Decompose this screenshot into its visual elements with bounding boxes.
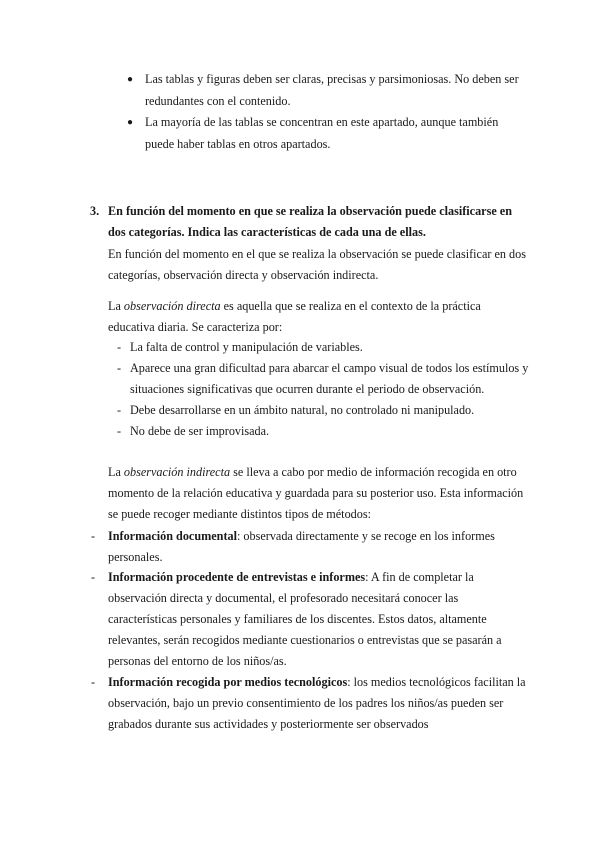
question-number: 3. (90, 204, 100, 218)
question-heading: En función del momento en que se realiza la observación puede clasificarse en (108, 204, 512, 218)
paragraph-line: momento de la relación educativa y guardada para su posterior uso. Esta información (108, 486, 524, 500)
paragraph-line: En función del momento en el que se realiza la observación se puede clasificar en dos (108, 247, 526, 261)
bullet-text: redundantes con el contenido. (145, 94, 291, 108)
list-item: situaciones significativas que ocurren durante el periodo de observación. (130, 382, 485, 396)
method-text: personales. (108, 550, 163, 564)
list-item: Aparece una gran dificultad para abarcar el campo visual de todos los estímulos y (130, 361, 529, 375)
bullet-icon: ● (127, 74, 134, 85)
dash-marker: - (91, 570, 96, 584)
method-title: Información recogida por medios tecnológicos (108, 675, 348, 689)
list-item: No debe de ser improvisada. (130, 424, 270, 438)
text-span: La (108, 299, 124, 313)
dash-marker: - (91, 529, 96, 543)
bullet-text: puede haber tablas en otros apartados. (145, 137, 331, 151)
list-item: Debe desarrollarse en un ámbito natural, no controlado ni manipulado. (130, 403, 475, 417)
dash-marker: - (117, 340, 122, 354)
paragraph-line: se puede recoger mediante distintos tipos de métodos: (108, 507, 371, 521)
method-text: observación, bajo un previo consentimiento de los padres los niños/as pueden ser (108, 696, 504, 710)
question-heading: dos categorías. Indica las características de cada una de ellas. (108, 225, 426, 239)
text-span: es aquella que se realiza en el contexto de la práctica (220, 299, 481, 313)
term-italic: observación indirecta (123, 465, 231, 479)
bullet-text: La mayoría de las tablas se concentran en este apartado, aunque también (145, 115, 499, 129)
method-text: : los medios tecnológicos facilitan la (347, 675, 526, 689)
method-text: : A fin de completar la (365, 570, 474, 584)
method-text: : observada directamente y se recoge en los informes (236, 529, 495, 543)
method-item (108, 571, 474, 583)
method-text: personas del entorno de los niños/as. (108, 654, 287, 668)
method-text: grabados durante sus actividades y posteriormente ser observados (108, 717, 429, 731)
method-text: observación directa y documental, el profesorado necesitará conocer las (108, 591, 459, 605)
list-item: La falta de control y manipulación de variables. (130, 340, 363, 354)
bullet-text: Las tablas y figuras deben ser claras, precisas y parsimoniosas. No deben ser (145, 72, 519, 86)
paragraph-line: categorías, observación directa y observación indirecta. (108, 268, 379, 282)
dash-marker: - (117, 424, 122, 438)
method-text: relevantes, serán recogidos mediante cuestionarios o entrevistas que se pasarán a (108, 633, 502, 647)
method-text: características personales y familiares de los discentes. Estos datos, altamente (108, 612, 487, 626)
method-title: Información procedente de entrevistas e informes (108, 570, 366, 584)
text-span: La (108, 465, 124, 479)
method-item (108, 530, 495, 542)
text-span: se lleva a cabo por medio de información recogida en otro (230, 465, 517, 479)
dash-marker: - (117, 403, 122, 417)
bullet-icon: ● (127, 117, 134, 128)
method-title: Información documental (108, 529, 237, 543)
dash-marker: - (91, 675, 96, 689)
dash-marker: - (117, 361, 122, 375)
term-italic: observación directa (123, 299, 221, 313)
paragraph-line (108, 300, 481, 312)
paragraph-line: educativa diaria. Se caracteriza por: (108, 320, 283, 334)
method-item (108, 676, 526, 688)
paragraph-line (108, 466, 517, 478)
